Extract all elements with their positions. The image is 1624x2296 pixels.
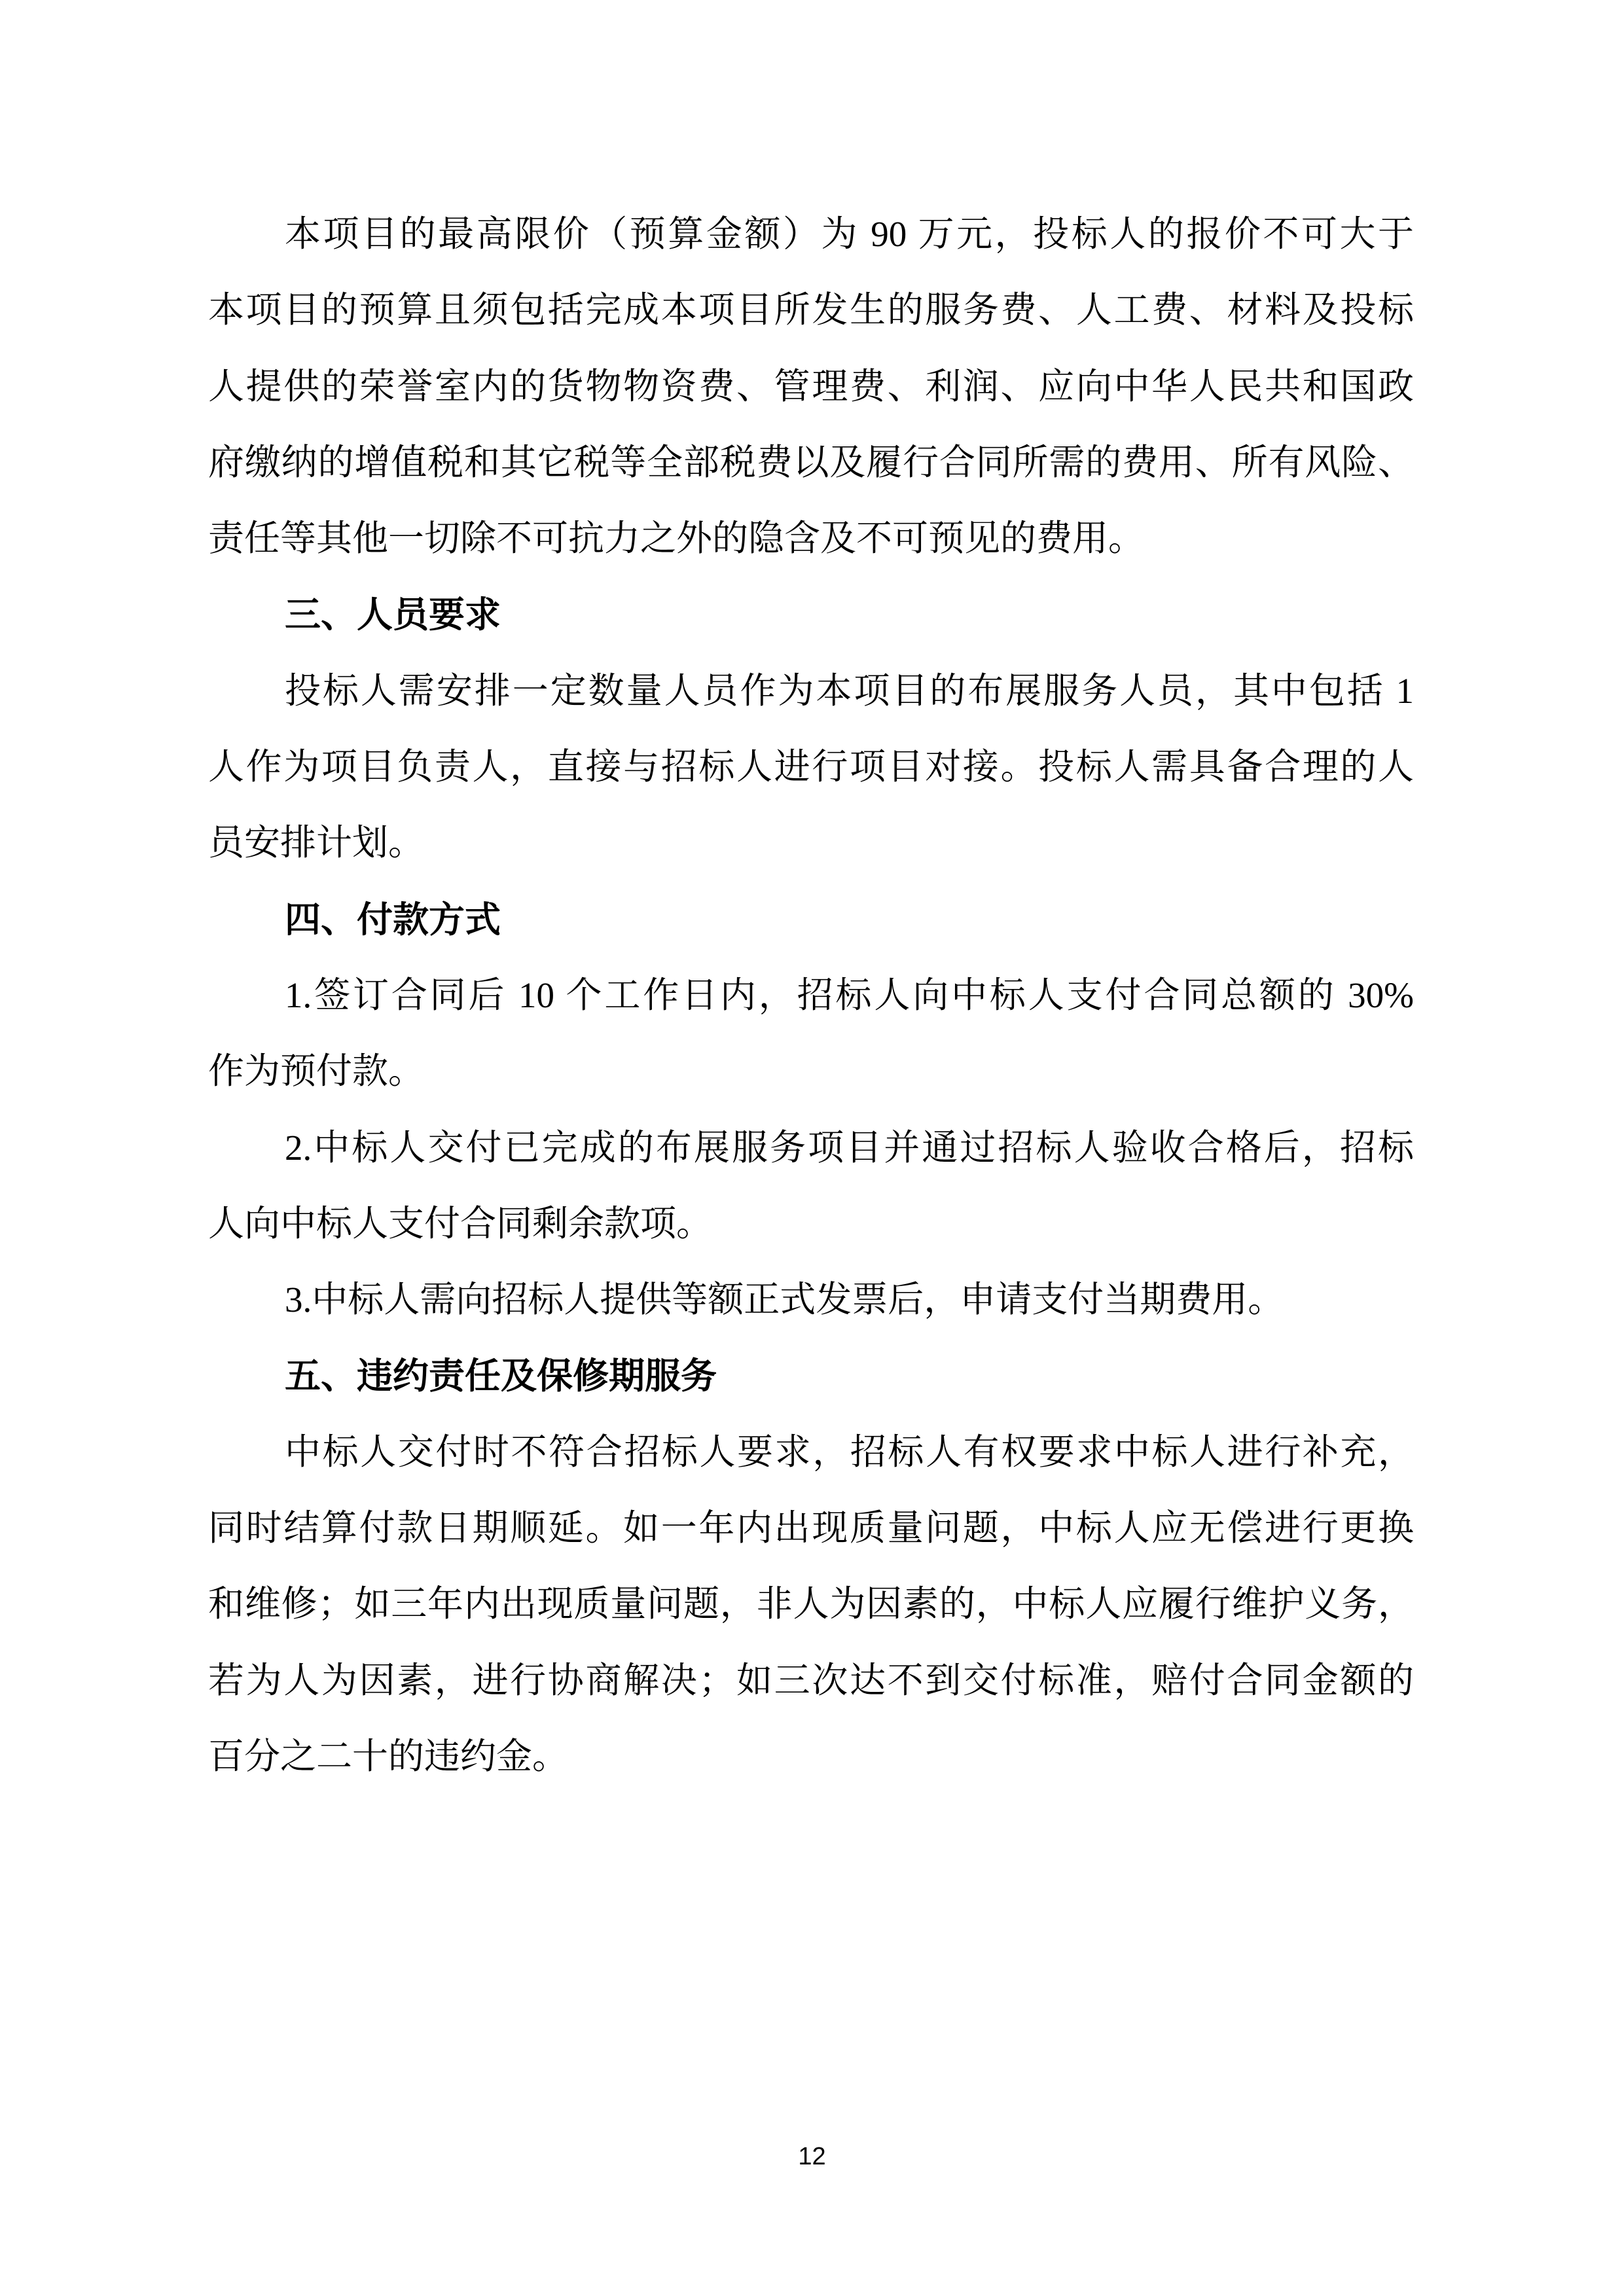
text-line: 人作为项目负责人，直接与招标人进行项目对接。投标人需具备合理的人 [208, 747, 1414, 787]
text-line: 员安排计划。 [208, 823, 425, 863]
section-heading: 三、人员要求 [285, 594, 501, 636]
text-line: 2.中标人交付已完成的布展服务项目并通过招标人验收合格后，招标 [285, 1127, 1414, 1168]
text-line: 若为人为因素，进行协商解决；如三次达不到交付标准，赔付合同金额的 [208, 1660, 1414, 1700]
text-line: 1.签订合同后 10 个工作日内，招标人向中标人支付合同总额的 30% [285, 975, 1414, 1015]
text-line: 府缴纳的增值税和其它税等全部税费以及履行合同所需的费用、所有风险、 [208, 442, 1414, 482]
text-line: 投标人需安排一定数量人员作为本项目的布展服务人员，其中包括 1 [285, 670, 1414, 711]
text-line: 作为预付款。 [208, 1051, 425, 1092]
page-number: 12 [798, 2143, 826, 2170]
text-line: 百分之二十的违约金。 [208, 1736, 569, 1776]
section-heading: 四、付款方式 [285, 899, 501, 940]
text-line: 人向中标人支付合同剩余款项。 [208, 1203, 713, 1244]
text-line: 人提供的荣誉室内的货物物资费、管理费、利润、应向中华人民共和国政 [208, 366, 1414, 406]
text-line: 中标人交付时不符合招标人要求，招标人有权要求中标人进行补充， [285, 1431, 1414, 1472]
text-line: 同时结算付款日期顺延。如一年内出现质量问题，中标人应无偿进行更换 [208, 1508, 1414, 1549]
section-heading: 五、违约责任及保修期服务 [285, 1355, 717, 1397]
document-body [208, 196, 1414, 1795]
text-line: 本项目的预算且须包括完成本项目所发生的服务费、人工费、材料及投标 [208, 290, 1414, 331]
text-line: 本项目的最高限价（预算金额）为 90 万元，投标人的报价不可大于 [285, 214, 1414, 254]
text-line: 3.中标人需向招标人提供等额正式发票后，申请支付当期费用。 [285, 1280, 1284, 1320]
text-line: 责任等其他一切除不可抗力之外的隐含及不可预见的费用。 [208, 518, 1145, 559]
text-line: 和维修；如三年内出现质量问题，非人为因素的，中标人应履行维护义务， [208, 1584, 1414, 1624]
